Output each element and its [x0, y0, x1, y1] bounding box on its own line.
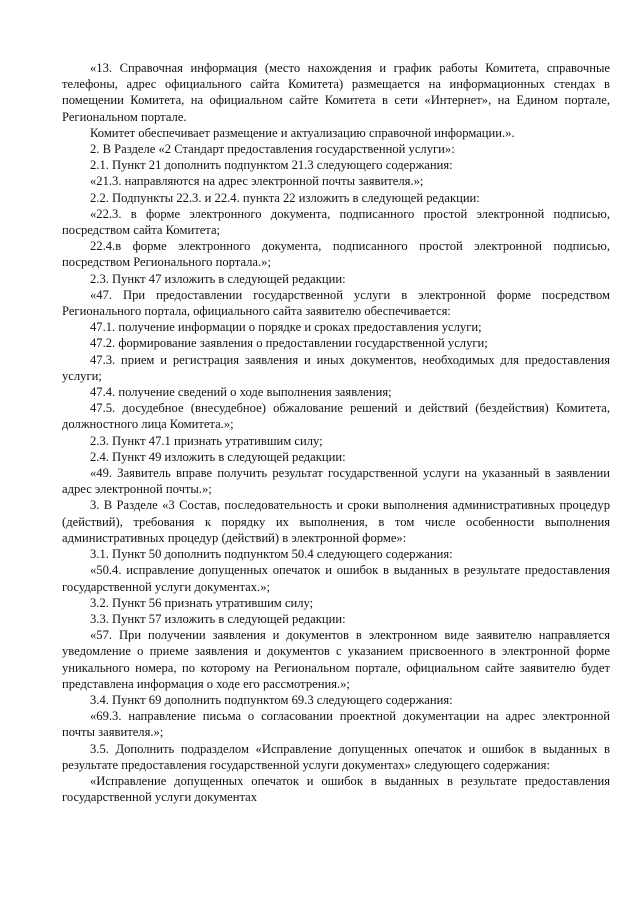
paragraph-2-1: 2.1. Пункт 21 дополнить подпунктом 21.3 следующего содержания: — [90, 158, 453, 173]
document-page — [62, 60, 610, 805]
paragraph-47: «47. При предоставлении государственной услуги в электронной форме посредством Регионального портала, официального сайта заявителю обеспечивается: — [62, 287, 610, 319]
paragraph-47-5: 47.5. досудебное (внесудебное) обжалование решений и действий (бездействия) Комитета, должностного лица Комитета.»; — [62, 401, 610, 432]
paragraph-section-2: 2. В Разделе «2 Стандарт предоставления государственной услуги»: — [90, 142, 455, 157]
paragraph-22-3: «22.3. в форме электронного документа, подписанного простой электронной подписью, посредством сайта Комитета; — [62, 206, 610, 238]
paragraph-47-4: 47.4. получение сведений о ходе выполнения заявления; — [90, 385, 392, 400]
paragraph-3-1: 3.1. Пункт 50 дополнить подпунктом 50.4 следующего содержания: — [90, 547, 453, 562]
paragraph-47-2: 47.2. формирование заявления о предоставлении государственной услуги; — [90, 336, 488, 351]
paragraph-47-1: 47.1. получение информации о порядке и сроках предоставления услуги; — [90, 320, 482, 335]
paragraph-3-4: 3.4. Пункт 69 дополнить подпунктом 69.3 следующего содержания: — [90, 692, 453, 707]
paragraph-47-3: 47.3. прием и регистрация заявления и иных документов, необходимых для предоставления услуги; — [62, 352, 610, 383]
paragraph-committee-info: Комитет обеспечивает размещение и актуализацию справочной информации.». — [90, 125, 515, 140]
paragraph-50-4: «50.4. исправление допущенных опечаток и ошибок в выданных в результате предоставления государственной услуги документах.»; — [62, 563, 610, 594]
paragraph-3-2: 3.2. Пункт 56 признать утратившим силу; — [90, 595, 314, 610]
paragraph-2-3-repeal: 2.3. Пункт 47.1 признать утратившим силу; — [90, 433, 323, 448]
paragraph-49: «49. Заявитель вправе получить результат государственной услуги на указанный в заявлении адрес электронной почты.»; — [62, 466, 610, 497]
paragraph-2-2: 2.2. Подпункты 22.3. и 22.4. пункта 22 изложить в следующей редакции: — [90, 190, 480, 205]
paragraph-3-3: 3.3. Пункт 57 изложить в следующей редакции: — [90, 611, 346, 626]
paragraph-3-5: 3.5. Дополнить подразделом «Исправление допущенных опечаток и ошибок в выданных в результате предоставления государственной услуги документах» следующего содержания: — [62, 741, 610, 772]
paragraph-21-3: «21.3. направляются на адрес электронной почты заявителя.»; — [90, 174, 424, 189]
paragraph-2-3: 2.3. Пункт 47 изложить в следующей редакции: — [90, 271, 346, 286]
paragraph-13-reference-info: «13. Справочная информация (место нахождения и график работы Комитета, справочные телефоны, адрес официального сайта Комитета) размещается на информационных стендах в помещении Комитета, на официальном сайте Комитета в сети «Интернет», на Едином портале, Региональном портале. — [62, 61, 610, 124]
paragraph-section-3: 3. В Разделе «3 Состав, последовательность и сроки выполнения административных процедур (действий), требования к порядку их выполнения, в том числе особенности выполнения административных процедур (действий) в электронной форме»: — [62, 498, 610, 545]
paragraph-2-4: 2.4. Пункт 49 изложить в следующей редакции: — [90, 449, 346, 464]
paragraph-57: «57. При получении заявления и документов в электронном виде заявителю направляется уведомление о приеме заявления и документов с указанием присвоенного в электронной форме уникального номера, по которому на Региональном портале, официальном сайте заявителю будет представлена информация о ходе его рассмотрения.»; — [62, 628, 610, 691]
paragraph-correction-heading: «Исправление допущенных опечаток и ошибок в выданных в результате предоставления государственной услуги документах — [62, 773, 610, 805]
paragraph-69-3: «69.3. направление письма о согласовании проектной документации на адрес электронной почты заявителя.»; — [62, 709, 610, 740]
paragraph-22-4: 22.4.в форме электронного документа, подписанного простой электронной подписью, посредством Регионального портала.»; — [62, 239, 610, 270]
